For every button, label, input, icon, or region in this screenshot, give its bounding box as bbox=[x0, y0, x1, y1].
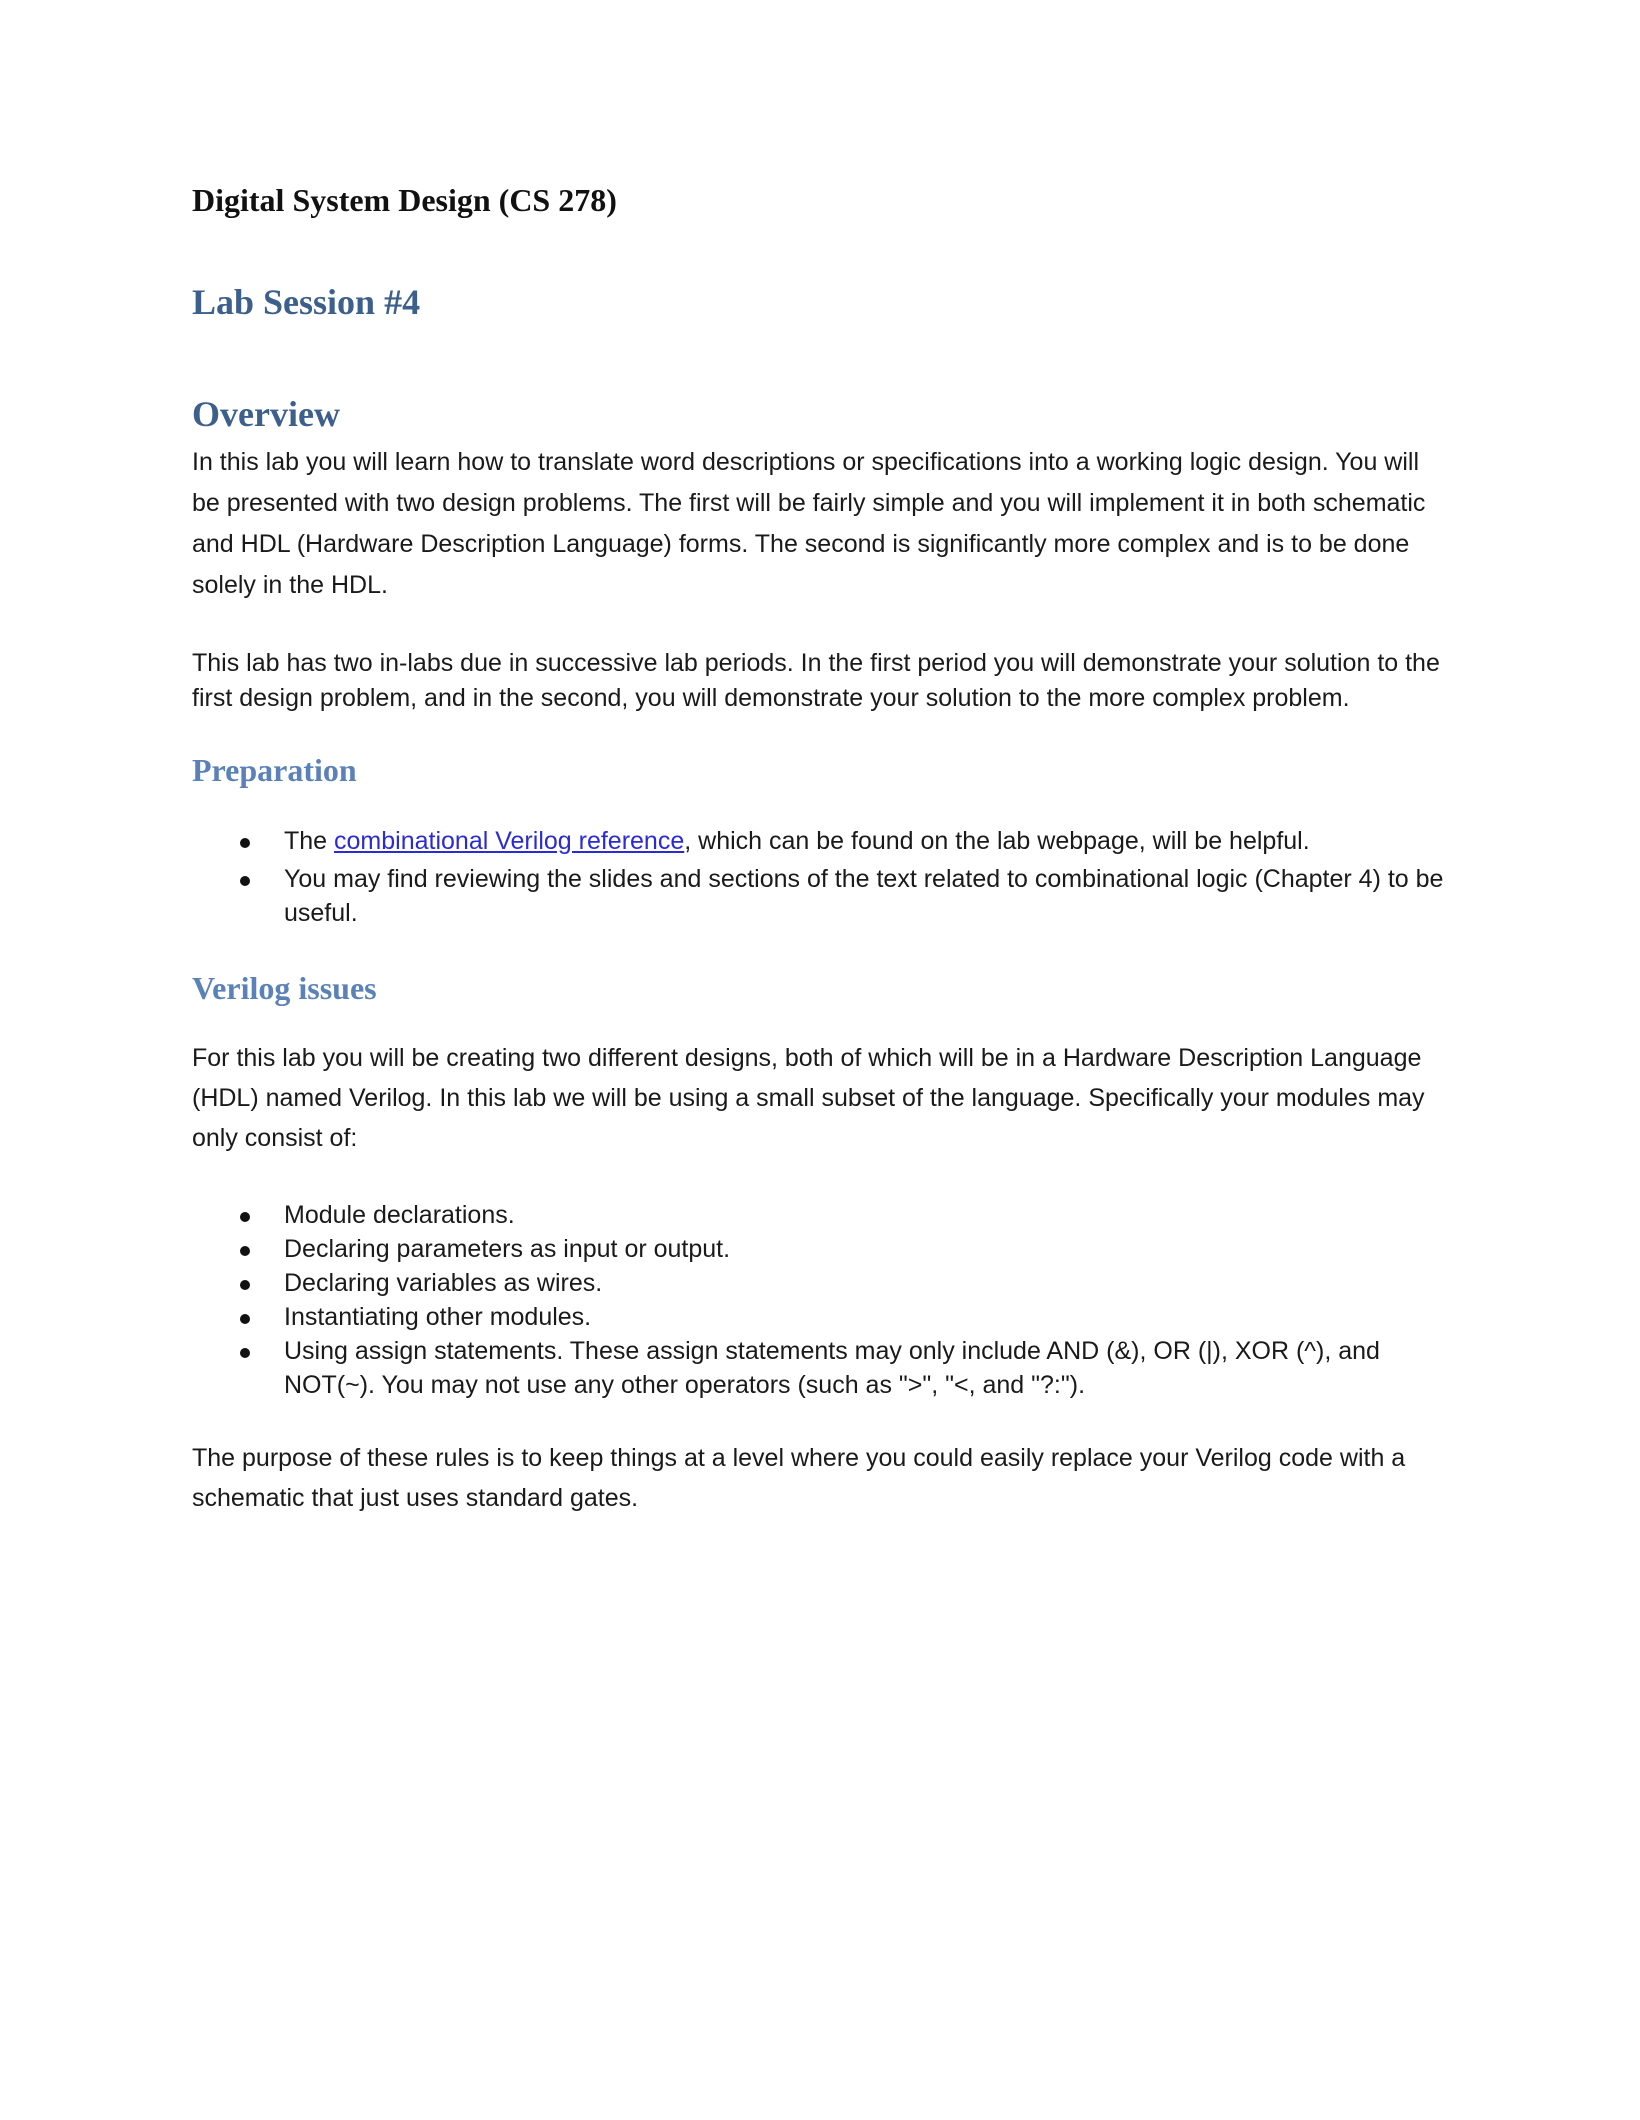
rule-text: Declaring parameters as input or output. bbox=[284, 1235, 731, 1263]
list-item bbox=[192, 1266, 1452, 1300]
preparation-item-text: You may find reviewing the slides and sections of the text related to combinational logic (Chapter 4) to be useful. bbox=[284, 865, 1444, 927]
verilog-reference-link[interactable]: combinational Verilog reference bbox=[334, 827, 685, 855]
overview-heading: Overview bbox=[192, 394, 340, 434]
list-item bbox=[192, 862, 1452, 930]
verilog-issues-heading: Verilog issues bbox=[192, 970, 377, 1006]
rule-text: Using assign statements. These assign statements may only include AND (&), OR (|), XOR (^), and NOT(~). You may not use any other operators (such as ">", "<, and "?:"). bbox=[284, 1337, 1380, 1399]
preparation-item-prefix: The bbox=[284, 827, 335, 855]
bullet-icon bbox=[240, 1348, 250, 1358]
rule-text: Instantiating other modules. bbox=[284, 1303, 592, 1331]
verilog-rules-list bbox=[192, 1198, 1452, 1402]
bullet-icon bbox=[240, 1280, 250, 1290]
bullet-icon bbox=[240, 838, 250, 848]
document-page bbox=[192, 180, 1452, 1518]
preparation-heading: Preparation bbox=[192, 752, 357, 788]
overview-paragraph-2: This lab has two in-labs due in successive lab periods. In the first period you will demonstrate your solution to the first design problem, and in the second, you will demonstrate your solution to the more complex problem. bbox=[192, 649, 1440, 712]
list-item bbox=[192, 1300, 1452, 1334]
list-item bbox=[192, 1232, 1452, 1266]
list-item bbox=[192, 1198, 1452, 1232]
bullet-icon bbox=[240, 1246, 250, 1256]
verilog-intro-paragraph: For this lab you will be creating two different designs, both of which will be in a Hardware Description Language (HDL) named Verilog. In this lab we will be using a small subset of the language. Specifically your modules may only consist of: bbox=[192, 1044, 1425, 1152]
preparation-item-suffix: , which can be found on the lab webpage, will be helpful. bbox=[684, 827, 1310, 855]
lab-title: Lab Session #4 bbox=[192, 282, 421, 322]
rule-text: Module declarations. bbox=[284, 1201, 515, 1229]
closing-paragraph: The purpose of these rules is to keep things at a level where you could easily replace your Verilog code with a schematic that just uses standard gates. bbox=[192, 1444, 1406, 1512]
bullet-icon bbox=[240, 1212, 250, 1222]
rule-text: Declaring variables as wires. bbox=[284, 1269, 603, 1297]
list-item bbox=[192, 1334, 1452, 1402]
course-title: Digital System Design (CS 278) bbox=[192, 182, 617, 218]
list-item bbox=[192, 824, 1452, 858]
bullet-icon bbox=[240, 1314, 250, 1324]
overview-paragraph-1: In this lab you will learn how to translate word descriptions or specifications into a working logic design. You will be presented with two design problems. The first will be fairly simple and you will implement it in both schematic and HDL (Hardware Description Language) forms. The second is significantly more complex and is to be done solely in the HDL. bbox=[192, 448, 1426, 599]
bullet-icon bbox=[240, 876, 250, 886]
preparation-list bbox=[192, 824, 1452, 930]
